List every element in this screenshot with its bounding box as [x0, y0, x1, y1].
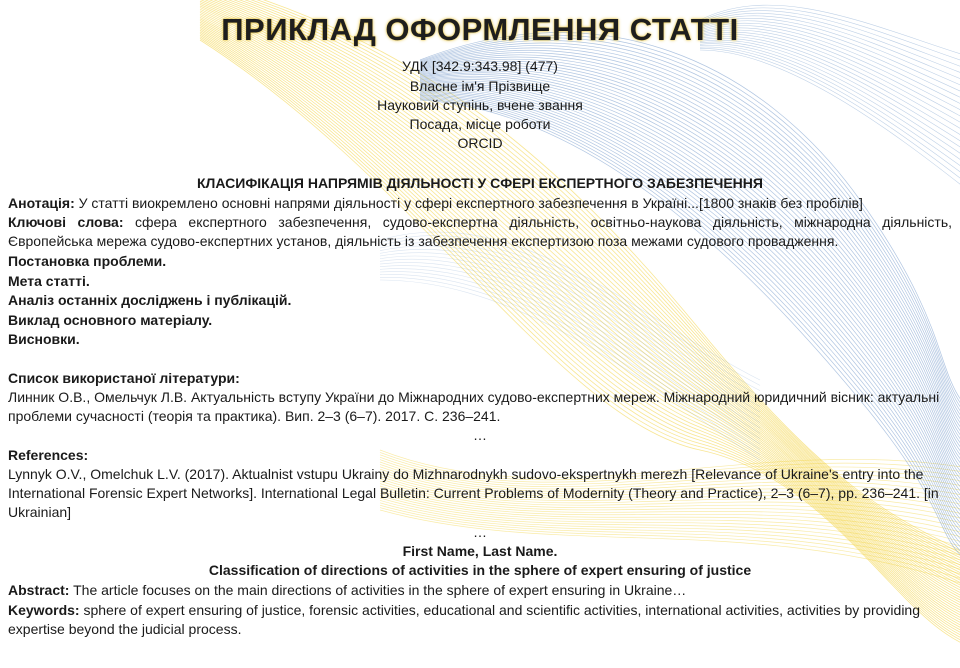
- en-keywords-text: sphere of expert ensuring of justice, forensic activities, educational and scientific activities, international activities, activities by providing expertise beyond the judicial process.: [8, 602, 920, 637]
- abstract-label: Abstract:: [8, 582, 70, 598]
- ua-annotation: [8, 194, 863, 213]
- orcid: ORCID: [457, 135, 503, 151]
- en-keywords-label: Keywords:: [8, 602, 80, 618]
- author-position: Посада, місце роботи: [409, 116, 551, 132]
- abstract-text: The article focuses on the main directions of activities in the sphere of expert ensuring in Ukraine…: [69, 582, 687, 598]
- keywords-text: сфера експертного забезпечення, судово-експертна діяльність, освітньо-наукова діяльність, міжнародна діяльність, Європейська мережа судово-експертних установ, діяльність із забезпечення експертизою поза межами судового провадження.: [8, 214, 953, 249]
- references-en-heading: References:: [8, 447, 89, 463]
- references-ua-heading: Список використаної літератури:: [8, 370, 240, 386]
- en-author: First Name, Last Name.: [402, 543, 558, 559]
- references-en-item: Lynnyk O.V., Omelchuk L.V. (2017). Aktualnist vstupu Ukrainy do Mizhnarodnykh sudovo-ekspertnykh merezh [Relevance of Ukraine's entry into the International Forensic Expert Networks]. International Legal Bulletin: Current Problems of Modernity (Theory and Practice), 2–3 (6–7), pp. 236–241. [in Ukrainian]: [8, 466, 939, 520]
- en-article-title: Classification of directions of activities in the sphere of expert ensuring of justice: [208, 562, 752, 578]
- udc-code: УДК [342.9:343.98] (477): [402, 58, 558, 74]
- ua-article-title: КЛАСИФІКАЦІЯ НАПРЯМІВ ДІЯЛЬНОСТІ У СФЕРІ ЕКСПЕРТНОГО ЗАБЕЗПЕЧЕННЯ: [197, 175, 763, 191]
- author-name: Власне ім'я Прізвище: [409, 78, 551, 94]
- references-en-ellipsis: …: [473, 524, 487, 540]
- en-abstract: [8, 581, 686, 600]
- en-keywords: [8, 601, 952, 639]
- section-conclusions: Висновки.: [8, 331, 80, 347]
- section-main: Виклад основного матеріалу.: [8, 312, 213, 328]
- references-ua-item: Линник О.В., Омельчук Л.В. Актуальність вступу України до Міжнародних судово-експертних мереж. Міжнародний юридичний вісник: актуальні проблеми сучасності (теорія та практика). Вип. 2–3 (6–7). 2017. С. 236–241.: [8, 389, 940, 424]
- section-goal: Мета статті.: [8, 273, 90, 289]
- keywords-label: Ключові слова:: [8, 214, 124, 230]
- author-degree: Науковий ступінь, вчене звання: [377, 97, 583, 113]
- section-problem: Постановка проблеми.: [8, 253, 167, 269]
- page-title: ПРИКЛАД ОФОРМЛЕННЯ СТАТТІ: [221, 12, 739, 47]
- references-ua-ellipsis: …: [473, 427, 487, 443]
- annotation-text: У статті виокремлено основні напрями діяльності у сфері експертного забезпечення в Україні...[1800 знаків без пробілів]: [74, 195, 863, 211]
- section-analysis: Аналіз останніх досліджень і публікацій.: [8, 292, 292, 308]
- annotation-label: Анотація:: [8, 195, 75, 211]
- ua-keywords: [8, 213, 952, 251]
